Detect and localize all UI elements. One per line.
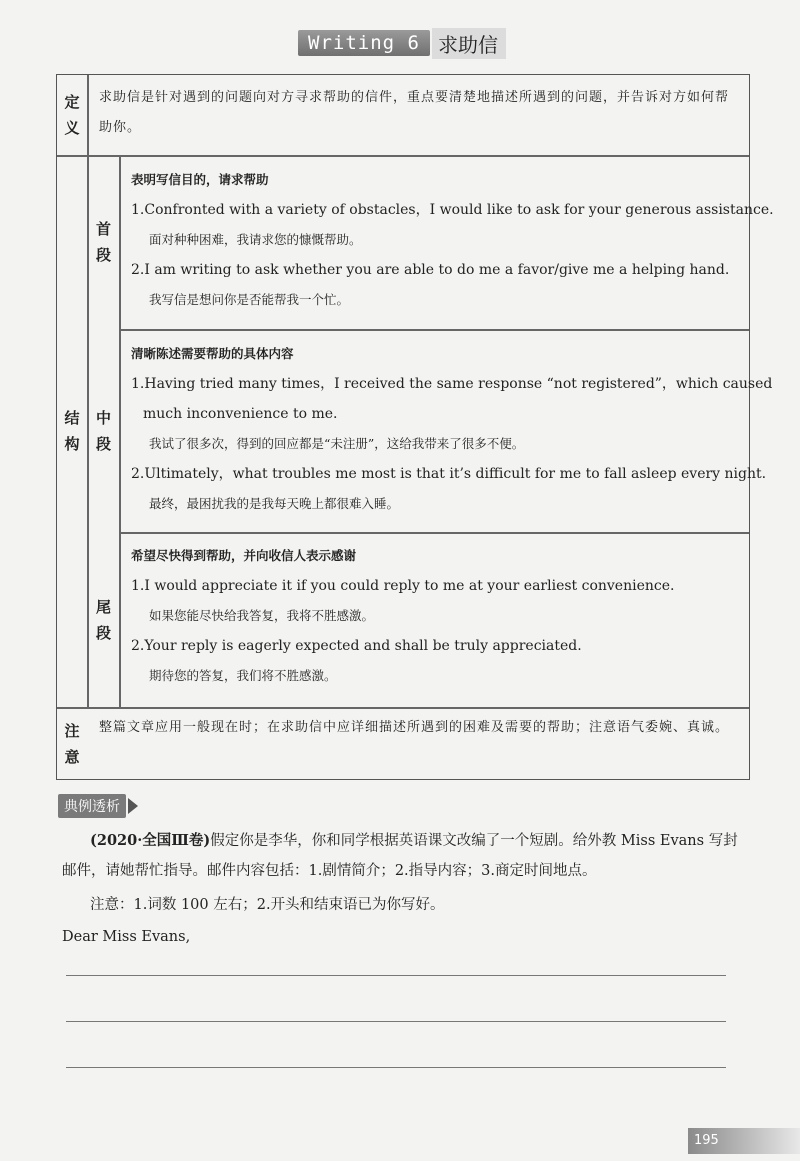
section-label-char: 段 [95,434,111,453]
divider [119,329,749,331]
english-sentence-continued: much inconvenience to me. [143,406,338,422]
section-label-closing [88,532,119,707]
note-label [57,708,87,780]
english-sentence: 1.Having tried many times，I received the same response “not registered”，which caused [131,376,773,392]
definition-label-char: 义 [64,119,80,137]
answer-line [66,975,726,976]
example-tag-label: 典例透析 [58,794,126,818]
chinese-translation: 如果您能尽快给我答复，我将不胜感激。 [149,608,375,623]
chinese-translation: 我写信是想问你是否能帮我一个忙。 [149,292,350,307]
example-prompt-text: 假定你是李华，你和同学根据英语课文改编了一个短剧。给外教 Miss Evans 写封邮件，请她帮忙指导。邮件内容包括：1.剧情简介；2.指导内容；3.商定时间地点。 [62,833,738,879]
letter-salutation: Dear Miss Evans, [62,929,191,945]
definition-label-char: 定 [64,93,80,111]
divider [57,155,749,157]
section-closing [131,541,747,691]
note-label-char: 意 [64,748,80,766]
chinese-translation: 最终，最困扰我的是我每天晚上都很难入睡。 [149,496,400,511]
triangle-arrow-icon [128,798,138,814]
example-tag [58,794,138,818]
section-heading: 希望尽快得到帮助，并向收信人表示感谢 [131,548,357,563]
definition-text: 求助信是针对遇到的问题向对方寻求帮助的信件，重点要清楚地描述所遇到的问题，并告诉对方如何帮助你。 [99,90,730,135]
structure-table [56,74,774,780]
section-label-char: 尾 [95,597,111,616]
english-sentence: 2.I am writing to ask whether you are able to do me a favor/give me a helping hand. [131,262,730,278]
structure-label-char: 构 [64,435,80,453]
english-sentence: 2.Your reply is eagerly expected and shall be truly appreciated. [131,638,582,654]
header-chinese-title: 求助信 [432,28,506,59]
section-heading: 清晰陈述需要帮助的具体内容 [131,346,294,361]
header-english-title: Writing 6 [298,30,430,56]
page-number: 195 [688,1128,800,1154]
answer-line [66,1021,726,1022]
section-label-opening [88,155,119,329]
structure-label [57,155,87,707]
example-source: (2020·全国Ⅲ卷) [90,832,211,849]
section-label-middle [88,329,119,532]
english-sentence: 1.Confronted with a variety of obstacles，I would like to ask for your generous assistance. [131,202,774,218]
section-heading: 表明写信目的，请求帮助 [131,172,269,187]
example-prompt [62,826,742,886]
english-sentence: 2.Ultimately，what troubles me most is that it’s difficult for me to fall asleep every night. [131,466,767,482]
chinese-translation: 期待您的答复，我们将不胜感激。 [149,668,337,683]
chinese-translation: 面对种种困难，我请求您的慷慨帮助。 [149,232,362,247]
divider [119,155,121,707]
english-sentence: 1.I would appreciate it if you could reply to me at your earliest convenience. [131,578,675,594]
section-label-char: 中 [95,408,111,427]
note-text: 整篇文章应用一般现在时；在求助信中应详细描述所遇到的困难及需要的帮助；注意语气委婉、真诚。 [99,720,730,735]
divider [119,532,749,534]
note-label-char: 注 [64,722,80,740]
section-label-char: 段 [95,246,111,264]
section-header [298,28,506,58]
structure-label-char: 结 [64,409,80,427]
answer-line [66,1067,726,1068]
section-label-char: 首 [95,220,111,238]
divider [57,707,749,709]
chinese-translation: 我试了很多次，得到的回应都是“未注册”，这给我带来了很多不便。 [149,436,525,451]
section-middle [131,339,773,519]
example-notice: 注意：1.词数 100 左右；2.开头和结束语已为你写好。 [90,897,445,913]
section-opening [131,165,774,315]
definition-label [57,75,87,155]
section-label-char: 段 [95,623,111,642]
